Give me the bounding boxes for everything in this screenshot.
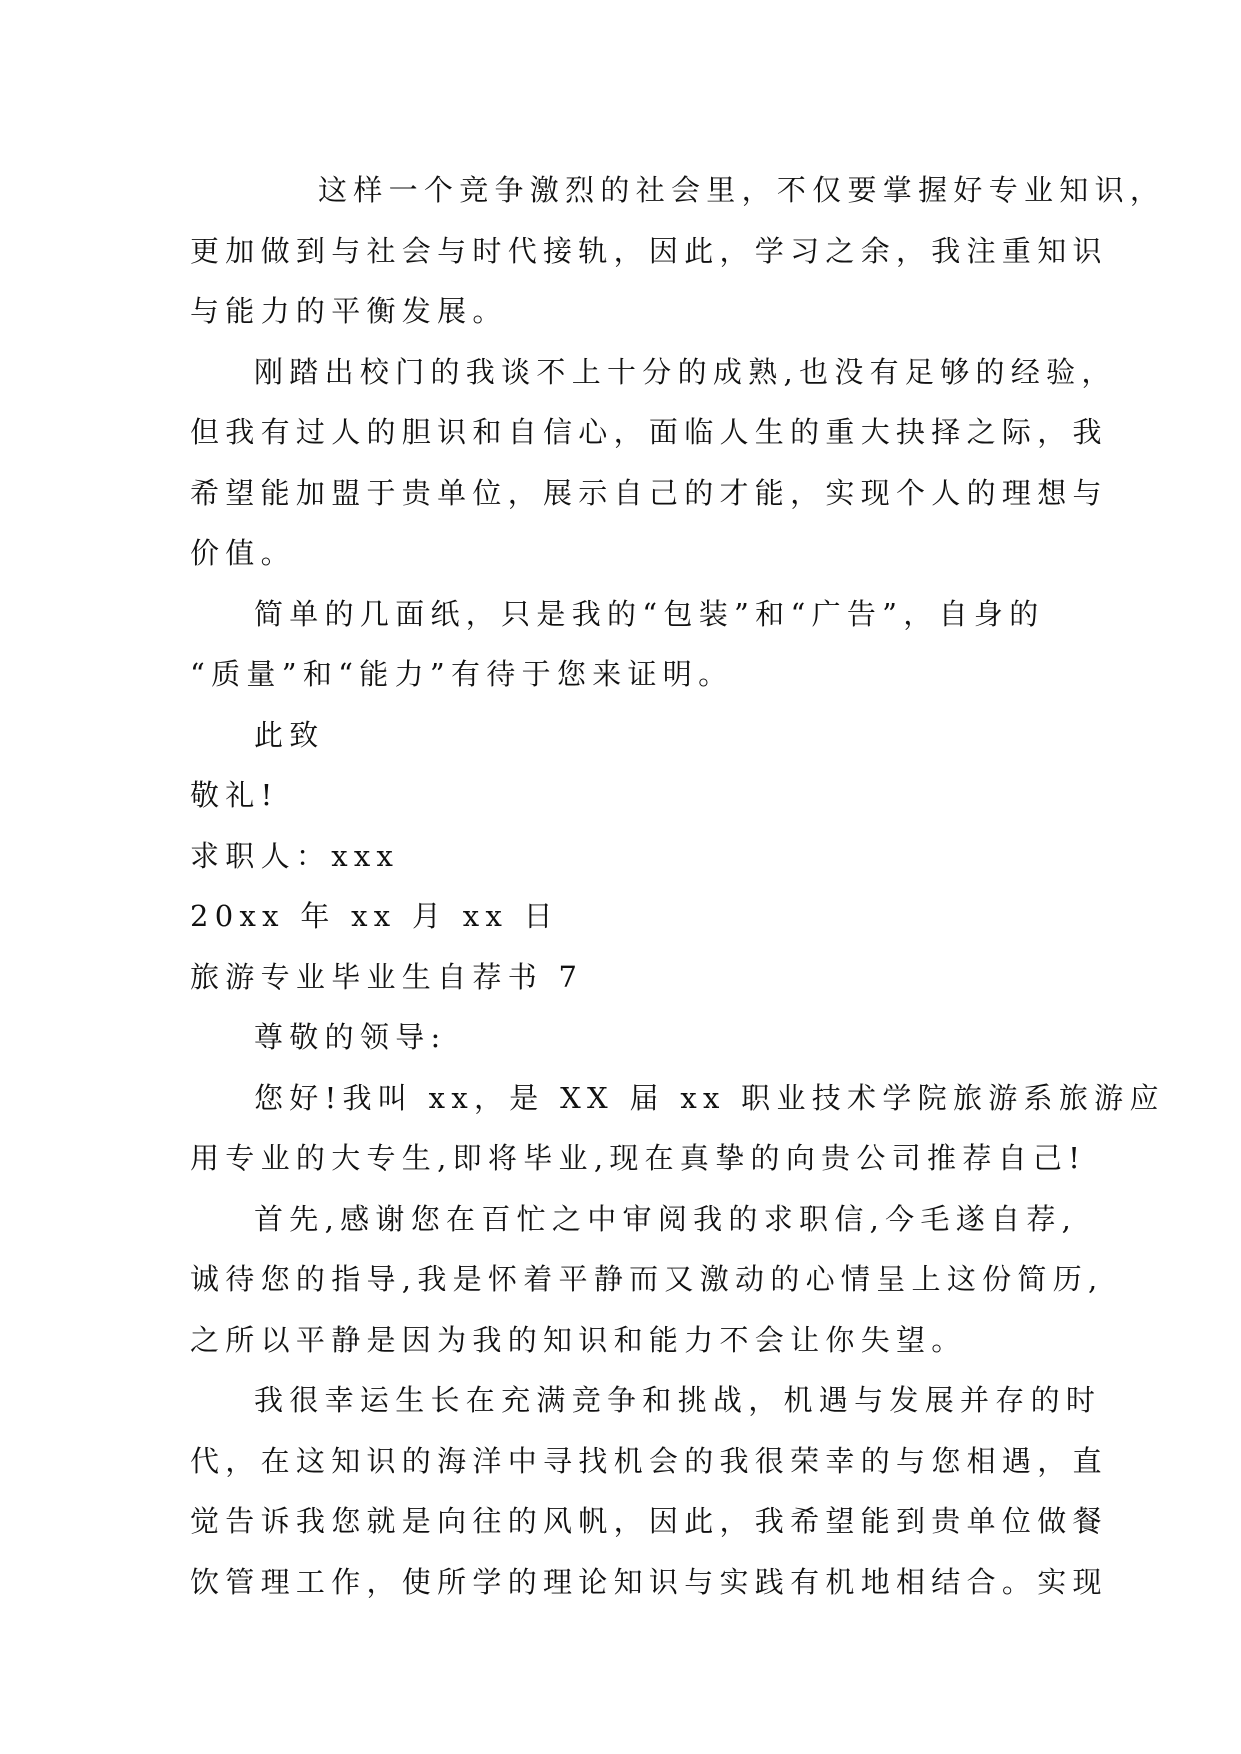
salutation — [190, 1007, 1060, 1068]
paragraph-2 — [190, 342, 1117, 584]
section-title-text: 旅游专业毕业生自荐书 7 — [190, 959, 584, 994]
paragraph-6 — [190, 1370, 1108, 1612]
paragraph-line: 首先,感谢您在百忙之中审阅我的求职信,今毛遂自荐, — [254, 1201, 1078, 1236]
paragraph-line: 价值。 — [190, 536, 296, 570]
paragraph-line: 刚踏出校门的我谈不上十分的成熟,也没有足够的经验， — [254, 354, 1117, 389]
letter-date-text: 20xx 年 xx 月 xx 日 — [190, 899, 559, 933]
closing-jingli-text: 敬礼! — [190, 778, 279, 812]
letter-date — [190, 886, 1060, 947]
closing-jingli — [190, 765, 1060, 826]
paragraph-line: 用专业的大专生,即将毕业,现在真挚的向贵公司推荐自己! — [190, 1141, 1087, 1175]
paragraph-line: 我很幸运生长在充满竞争和挑战，机遇与发展并存的时 — [254, 1383, 1102, 1417]
paragraph-line: 与能力的平衡发展。 — [190, 294, 508, 328]
paragraph-line: 之所以平静是因为我的知识和能力不会让你失望。 — [190, 1322, 967, 1357]
paragraph-line: 简单的几面纸，只是我的“包装”和“广告”，自身的 — [254, 596, 1045, 631]
section-title — [190, 947, 1060, 1008]
document-body — [190, 160, 1166, 1612]
closing-cizhi — [190, 705, 1060, 766]
closing-cizhi-text: 此致 — [254, 717, 325, 752]
paragraph-3 — [190, 584, 1060, 705]
paragraph-line: 更加做到与社会与时代接轨，因此，学习之余，我注重知识 — [190, 233, 1108, 268]
paragraph-line: 您好!我叫 xx，是 XX 届 xx 职业技术学院旅游系旅游应 — [254, 1080, 1165, 1115]
paragraph-4 — [190, 1068, 1165, 1189]
paragraph-line: 这样一个竞争激烈的社会里，不仅要掌握好专业知识， — [318, 173, 1166, 207]
paragraph-1 — [190, 160, 1166, 342]
applicant-signature — [190, 826, 1060, 887]
paragraph-line: 诚待您的指导,我是怀着平静而又激动的心情呈上这份简历, — [190, 1262, 1104, 1296]
paragraph-line: 饮管理工作，使所学的理论知识与实践有机地相结合。实现 — [190, 1564, 1108, 1599]
paragraph-5 — [190, 1189, 1104, 1371]
paragraph-line: 但我有过人的胆识和自信心，面临人生的重大抉择之际，我 — [190, 415, 1108, 449]
paragraph-line: 代，在这知识的海洋中寻找机会的我很荣幸的与您相遇，直 — [190, 1443, 1108, 1478]
paragraph-line: 觉告诉我您就是向往的风帆，因此，我希望能到贵单位做餐 — [190, 1504, 1108, 1538]
applicant-signature-text: 求职人：xxx — [190, 838, 400, 873]
paragraph-line: 希望能加盟于贵单位，展示自己的才能，实现个人的理想与 — [190, 475, 1108, 510]
salutation-text: 尊敬的领导: — [254, 1020, 447, 1054]
paragraph-line: “质量”和“能力”有待于您来证明。 — [190, 657, 734, 691]
